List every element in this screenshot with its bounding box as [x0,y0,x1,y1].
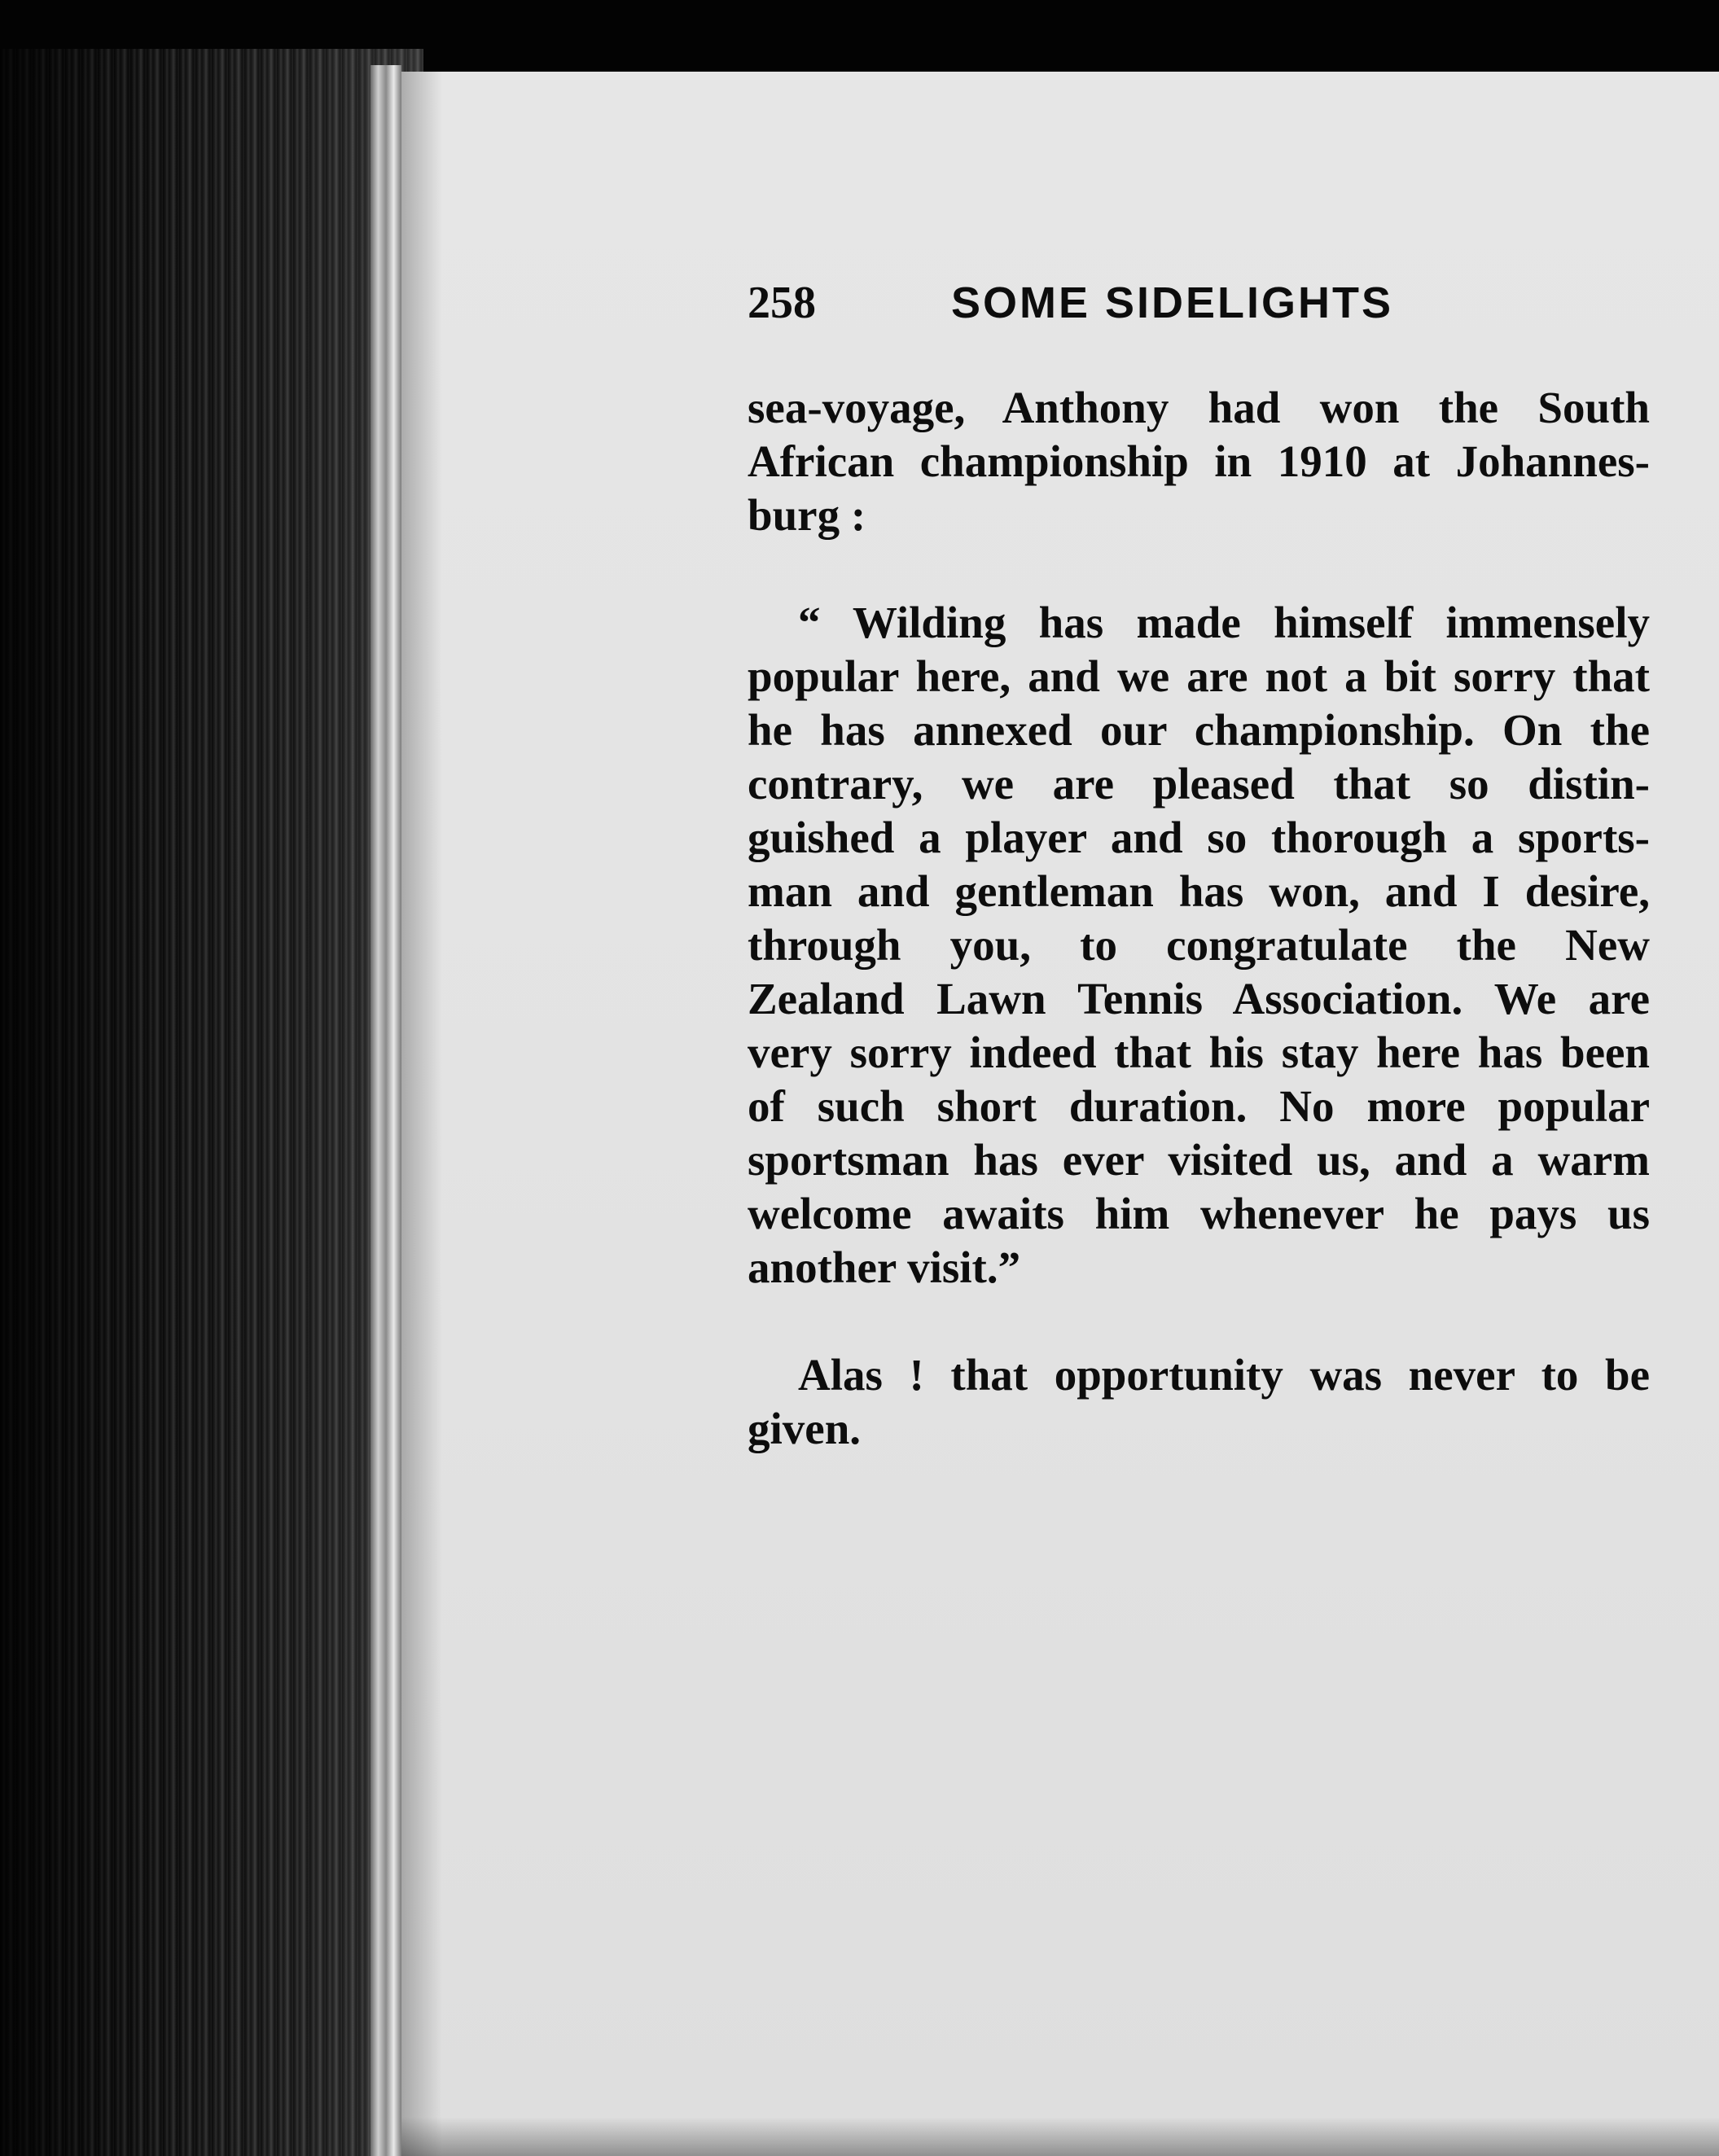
page-number: 258 [748,278,816,328]
text-line: contrary, we are pleased that so distin- [748,759,1650,808]
text-line: given. [748,1404,862,1453]
text-block [748,277,1650,1510]
page-edge-highlight [371,65,401,2156]
paragraph-2-quotation [748,596,1650,1295]
text-line: through you, to congratulate the New [748,920,1650,970]
text-line: popular here, and we are not a bit sorry that [748,651,1650,701]
text-line: of such short duration. No more popular [748,1081,1650,1131]
text-line: sportsman has ever visited us, and a warm [748,1135,1650,1185]
text-line: Zealand Lawn Tennis Association. We are [748,974,1650,1023]
text-line: Alas ! that opportunity was never to be [798,1350,1650,1400]
text-line: man and gentleman has won, and I desire, [748,866,1650,916]
running-head [748,277,1650,342]
text-line: he has annexed our championship. On the [748,705,1650,755]
page-gutter-shadow [401,72,442,2156]
text-line: “ Wilding has made himself immensely [798,598,1650,647]
text-line: burg : [748,490,866,540]
text-line: welcome awaits him whenever he pays us [748,1189,1650,1238]
page-bottom-shadow [401,2117,1719,2156]
paragraph-3 [748,1348,1650,1456]
running-title: SOME SIDELIGHTS [951,278,1394,327]
text-line: another visit.” [748,1242,1021,1292]
book-page-edges-shading [0,49,423,2156]
text-line: African championship in 1910 at Johannes- [748,436,1650,486]
text-line: guished a player and so thorough a sports- [748,813,1650,862]
text-line: very sorry indeed that his stay here has been [748,1028,1650,1077]
paragraph-1 [748,381,1650,542]
text-line: sea-voyage, Anthony had won the South [748,383,1650,432]
